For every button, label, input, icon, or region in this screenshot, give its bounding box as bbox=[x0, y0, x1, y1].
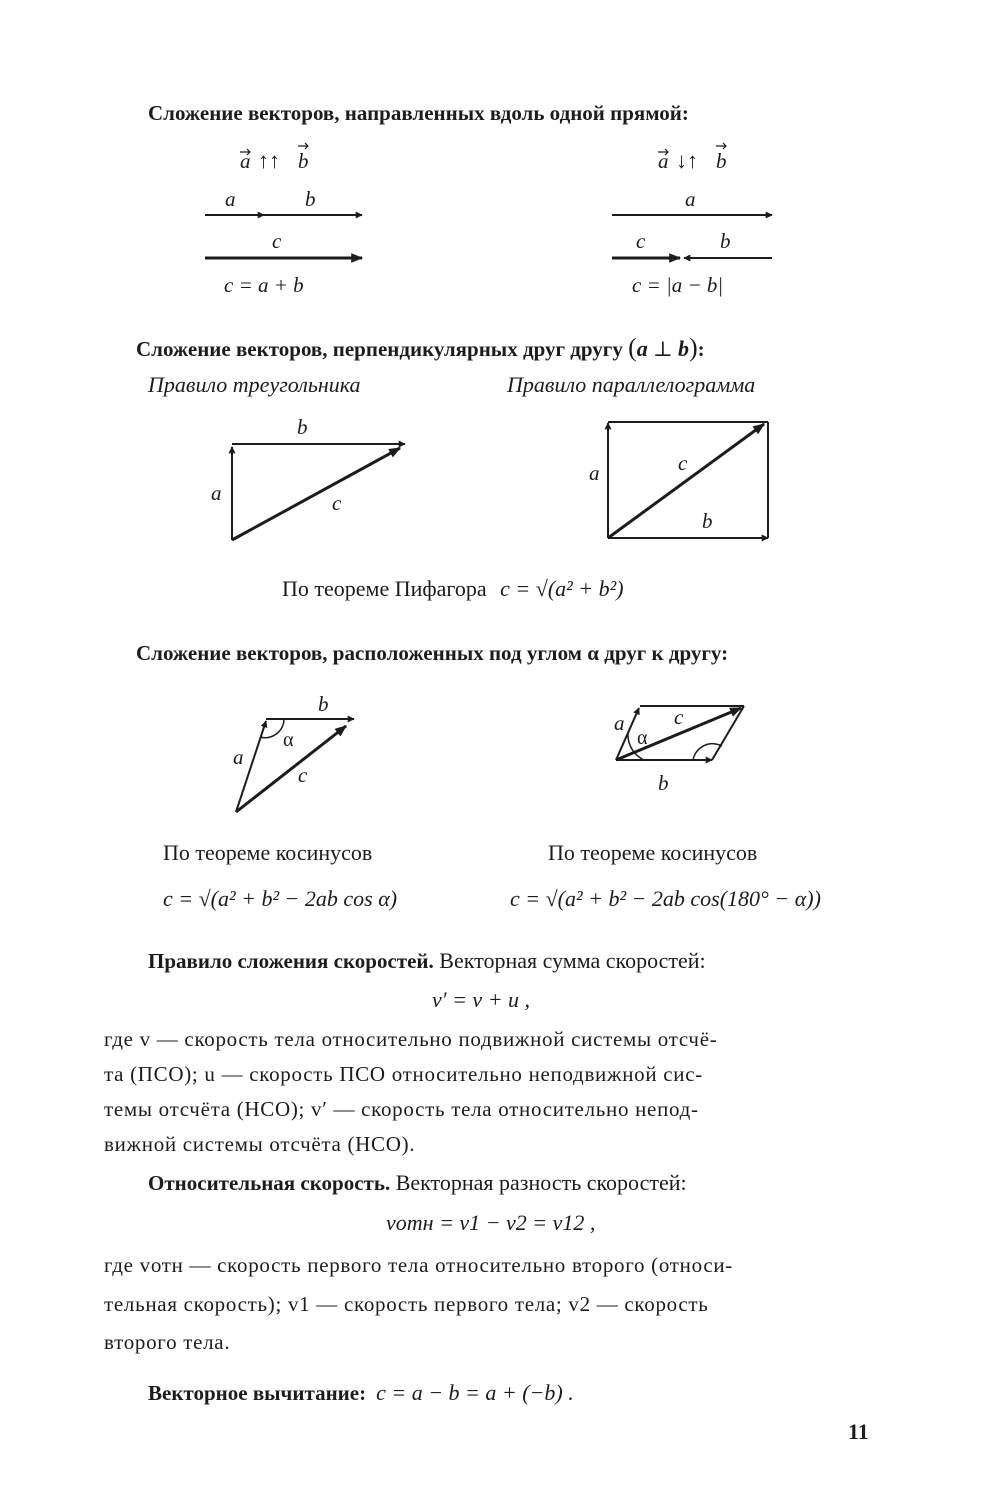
triangle-diagram bbox=[211, 415, 405, 540]
angle-triangle-diagram bbox=[233, 692, 354, 812]
svg-text:c = |a − b|: c = |a − b| bbox=[632, 273, 724, 297]
subtraction-title: Векторное вычитание: bbox=[148, 1381, 367, 1405]
label-a: a bbox=[614, 711, 625, 735]
cond-same-b: b bbox=[298, 149, 309, 173]
label-c: c bbox=[332, 491, 342, 515]
cond-opposite-b: b bbox=[716, 149, 727, 173]
label-b: b bbox=[702, 509, 713, 533]
cond-opposite bbox=[658, 143, 727, 173]
label-b: b bbox=[318, 692, 329, 716]
angle-alpha: α bbox=[637, 727, 648, 749]
page-number: 11 bbox=[848, 1419, 869, 1444]
parallelogram-diagram bbox=[589, 422, 768, 538]
cond-opposite-symbol: ↓↑ bbox=[676, 148, 698, 173]
cond-perp-a: a bbox=[636, 336, 648, 361]
formula-opposite bbox=[632, 273, 723, 297]
cond-same-symbol: ↑↑ bbox=[258, 148, 280, 173]
label-b: b bbox=[305, 187, 316, 211]
triangle-rule-title: Правило треугольника bbox=[148, 372, 361, 397]
relative-velocity-line-1: где vотн — скорость первого тела относительно второго (относи- bbox=[104, 1253, 733, 1277]
velocity-addition-title: Правило сложения скоростей. bbox=[148, 949, 434, 973]
label-b: b bbox=[297, 415, 308, 439]
subtraction-formula: c = a − b = a + (−b) . bbox=[376, 1380, 574, 1405]
cosine-right-formula: c = √(a² + b² − 2ab cos(180° − α)) bbox=[510, 886, 821, 911]
relative-velocity-line-3: второго тела. bbox=[104, 1330, 231, 1354]
label-c: c bbox=[674, 705, 684, 729]
label-c: c bbox=[272, 229, 282, 253]
velocity-addition-intro bbox=[148, 948, 706, 974]
relative-velocity-title: Относительная скорость. bbox=[148, 1171, 391, 1195]
label-b: b bbox=[658, 771, 669, 795]
heading-perpendicular: Сложение векторов, перпендикулярных друг другу (a ⊥ b): bbox=[136, 333, 705, 362]
angle-alpha: α bbox=[283, 729, 294, 751]
heading-collinear: Сложение векторов, направленных вдоль одной прямой: bbox=[148, 101, 689, 125]
label-c: c bbox=[678, 451, 688, 475]
cosine-right-text: По теореме косинусов bbox=[548, 840, 758, 865]
label-c: c bbox=[298, 763, 308, 787]
velocity-addition-line-1: где v — скорость тела относительно подвижной системы отсчё- bbox=[104, 1027, 718, 1051]
label-b: b bbox=[720, 229, 731, 253]
parallelogram-rule-title: Правило параллелограмма bbox=[507, 372, 756, 397]
label-a: a bbox=[211, 481, 222, 505]
collinear-same-diagram bbox=[205, 143, 362, 297]
velocity-addition-line-4: вижной системы отсчёта (НСО). bbox=[104, 1132, 416, 1156]
label-a: a bbox=[225, 187, 236, 211]
vector-c bbox=[232, 448, 400, 540]
heading-angle: Сложение векторов, расположенных под углом α друг к другу: bbox=[136, 641, 729, 665]
cond-perp-symbol: ⊥ bbox=[653, 337, 673, 361]
subtraction-line bbox=[148, 1380, 574, 1406]
relative-velocity-formula: vотн = v1 − v2 = v12 , bbox=[386, 1210, 596, 1235]
cond-same bbox=[240, 143, 309, 173]
velocity-addition-line-2: та (ПСО); u — скорость ПСО относительно неподвижной сис- bbox=[104, 1062, 703, 1086]
label-a: a bbox=[589, 461, 600, 485]
collinear-opposite-diagram bbox=[612, 143, 772, 297]
label-a: a bbox=[233, 745, 244, 769]
cond-perp-b: b bbox=[678, 336, 689, 361]
pythagoras-formula: c = √(a² + b²) bbox=[500, 576, 624, 601]
relative-velocity-intro bbox=[148, 1170, 687, 1196]
formula-same bbox=[224, 273, 304, 297]
cosine-left-formula: c = √(a² + b² − 2ab cos α) bbox=[163, 886, 398, 911]
pythagoras-text: По теореме Пифагора bbox=[282, 576, 487, 601]
velocity-addition-line-3: темы отсчёта (НСО); v′ — скорость тела относительно непод- bbox=[104, 1097, 699, 1121]
angle-parallelogram-diagram bbox=[614, 705, 744, 795]
cond-same-a: a bbox=[240, 149, 251, 173]
svg-text:c = a + b: c = a + b bbox=[224, 273, 304, 297]
label-c: c bbox=[636, 229, 646, 253]
pythagoras-line bbox=[282, 576, 624, 602]
vector-c bbox=[608, 424, 764, 538]
velocity-addition-formula: v′ = v + u , bbox=[432, 987, 531, 1012]
velocity-addition-text: Векторная сумма скоростей: bbox=[439, 948, 706, 973]
cosine-left-text: По теореме косинусов bbox=[163, 840, 373, 865]
cond-opposite-a: a bbox=[658, 149, 669, 173]
relative-velocity-text: Векторная разность скоростей: bbox=[395, 1170, 687, 1195]
label-a: a bbox=[685, 187, 696, 211]
relative-velocity-line-2: тельная скорость); v1 — скорость первого тела; v2 — скорость bbox=[104, 1292, 709, 1316]
